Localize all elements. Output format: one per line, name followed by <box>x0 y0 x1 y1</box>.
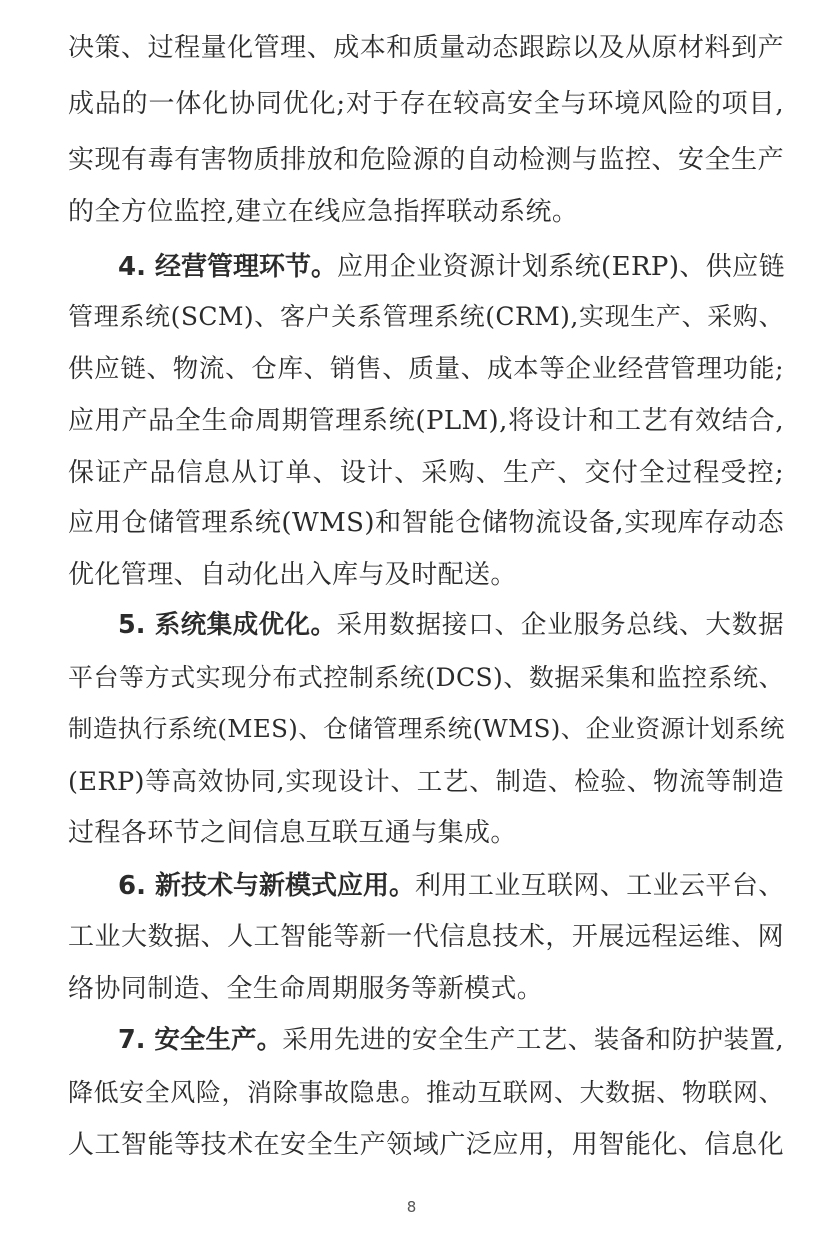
section-7-first-line <box>118 1020 784 1060</box>
paragraph-line: 决策、过程量化管理、成本和质量动态跟踪以及从原材料到产 <box>68 33 784 63</box>
paragraph-line: 供应链、物流、仓库、销售、质量、成本等企业经营管理功能; <box>68 354 784 384</box>
paragraph-line: 降低安全风险，消除事故隐患。推动互联网、大数据、物联网、 <box>68 1078 784 1107</box>
section-heading: 4. 经营管理环节。 <box>118 252 338 282</box>
section-5-first-line <box>118 605 784 645</box>
section-text: 利用工业互联网、工业云平台、 <box>415 871 785 901</box>
section-4-first-line <box>118 247 784 287</box>
paragraph-line: 络协同制造、全生命周期服务等新模式。 <box>68 974 544 1004</box>
paragraph-line: 制造执行系统(MES)、仓储管理系统(WMS)、企业资源计划系统 <box>68 714 785 743</box>
page-number: 8 <box>406 1198 417 1216</box>
paragraph-line: 的全方位监控,建立在线应急指挥联动系统。 <box>68 197 579 227</box>
paragraph-line: 实现有毒有害物质排放和危险源的自动检测与监控、安全生产 <box>68 145 784 175</box>
section-heading: 6. 新技术与新模式应用。 <box>118 871 416 901</box>
paragraph-line: 应用仓储管理系统(WMS)和智能仓储物流设备,实现库存动态 <box>68 508 784 538</box>
paragraph-line: 优化管理、自动化出入库与及时配送。 <box>68 560 517 590</box>
paragraph-line: 应用产品全生命周期管理系统(PLM),将设计和工艺有效结合, <box>68 406 784 436</box>
paragraph-line: (ERP)等高效协同,实现设计、工艺、制造、检验、物流等制造 <box>68 767 784 797</box>
paragraph-line: 管理系统(SCM)、客户关系管理系统(CRM),实现生产、采购、 <box>68 302 784 331</box>
paragraph-line: 人工智能等技术在安全生产领域广泛应用，用智能化、信息化 <box>68 1130 784 1160</box>
paragraph-line: 工业大数据、人工智能等新一代信息技术，开展远程运维、网 <box>68 922 784 952</box>
section-heading: 5. 系统集成优化。 <box>118 610 337 640</box>
paragraph-line: 成品的一体化协同优化;对于存在较高安全与环境风险的项目, <box>68 89 784 119</box>
paragraph-line: 保证产品信息从订单、设计、采购、生产、交付全过程受控; <box>68 458 784 488</box>
section-text: 采用先进的安全生产工艺、装备和防护装置, <box>282 1025 784 1055</box>
section-text: 应用企业资源计划系统(ERP)、供应链 <box>337 252 785 282</box>
section-6-first-line <box>118 866 784 906</box>
section-text: 采用数据接口、企业服务总线、大数据 <box>336 610 784 640</box>
paragraph-line: 平台等方式实现分布式控制系统(DCS)、数据采集和监控系统、 <box>68 663 784 692</box>
section-heading: 7. 安全生产。 <box>118 1025 283 1055</box>
paragraph-line: 过程各环节之间信息互联互通与集成。 <box>68 818 517 848</box>
